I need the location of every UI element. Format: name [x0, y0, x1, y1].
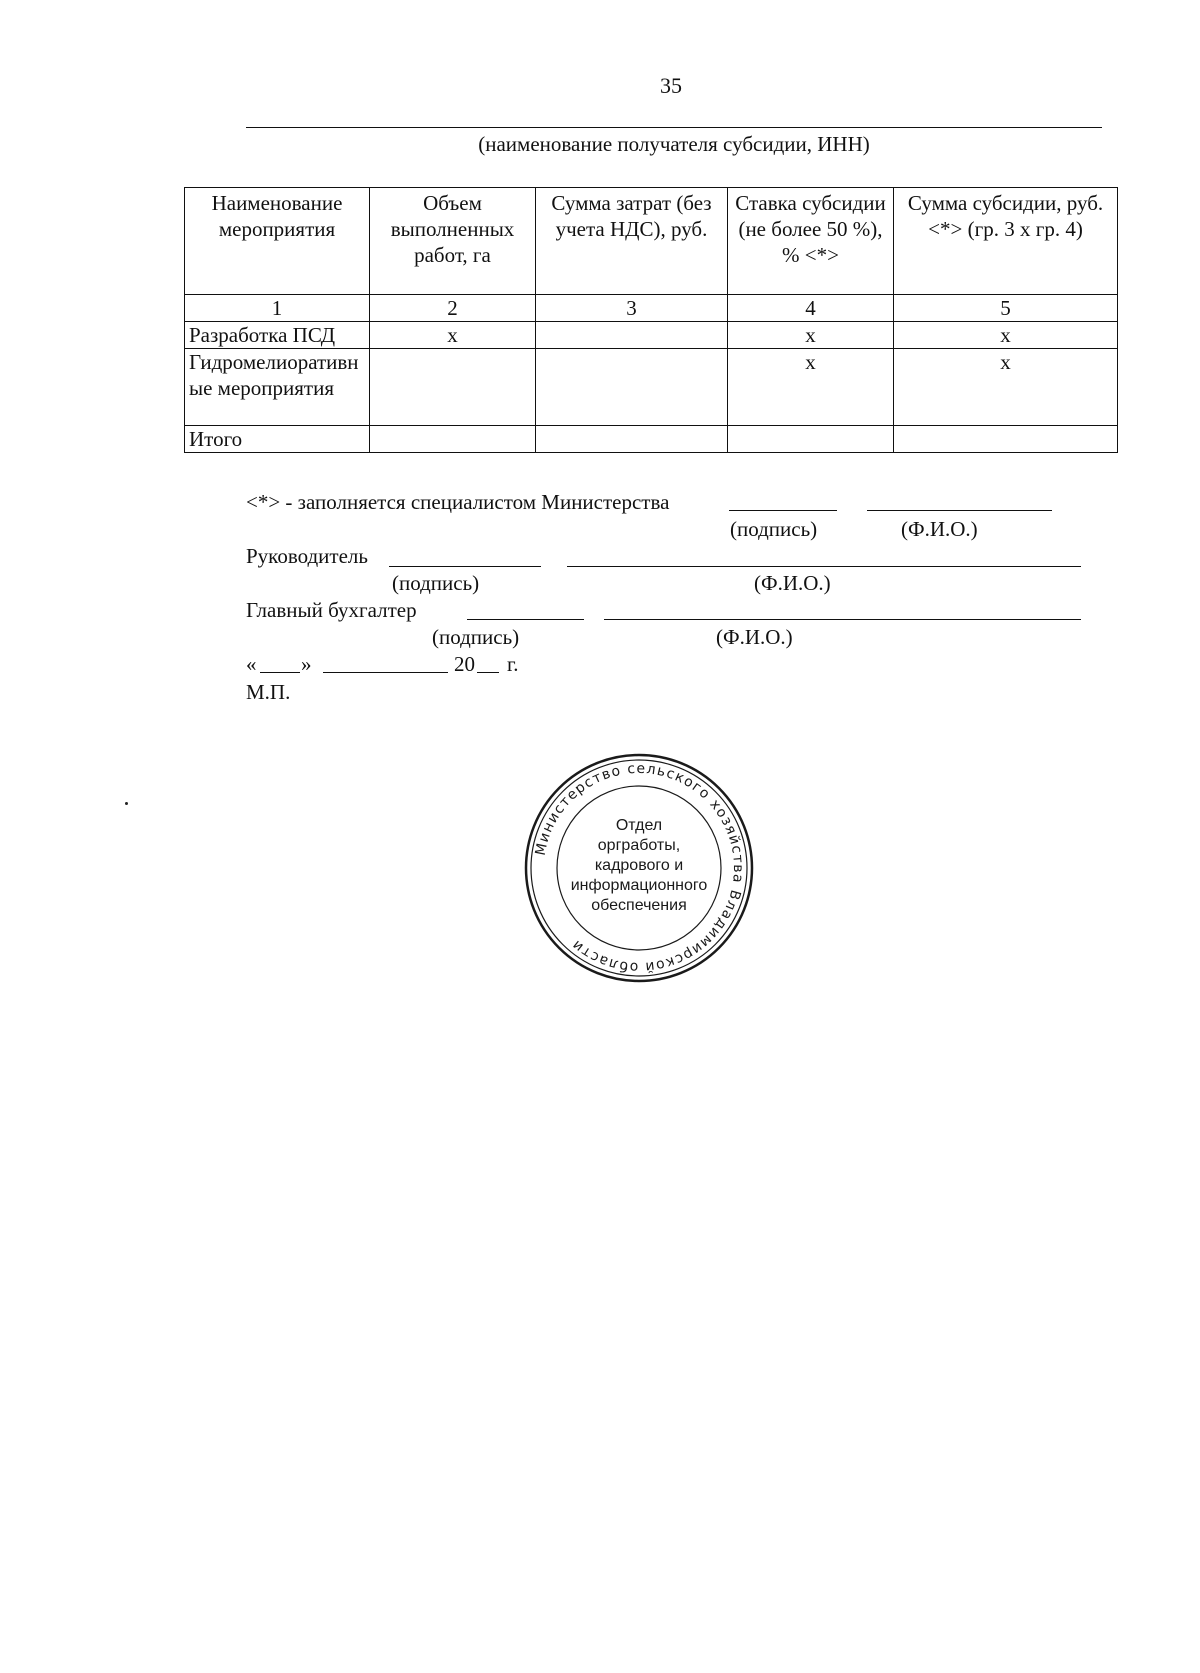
row-label-cell: Гидромелиоративные мероприятия — [185, 349, 370, 426]
header-cell: Объем выполненных работ, га — [370, 188, 536, 295]
stray-dot — [125, 802, 128, 805]
specialist-fio-line — [867, 510, 1052, 511]
stamp-outer-text: Министерство сельского хозяйства Владимирской области — [532, 760, 747, 976]
recipient-caption: (наименование получателя субсидии, ИНН) — [478, 132, 870, 156]
table-cell: x — [728, 349, 894, 426]
date-day-line — [260, 672, 300, 673]
recipient-name-line — [246, 127, 1102, 128]
date-year-line — [477, 672, 499, 673]
footnote-text: <*> - заполняется специалистом Министерства — [246, 490, 670, 514]
stamp-line: кадрового и — [594, 857, 684, 874]
stamp-line: оргработы, — [597, 837, 681, 854]
stamp-line: информационного — [570, 877, 708, 894]
table-cell — [728, 426, 894, 453]
table-row — [185, 322, 1118, 349]
row-label-cell: Разработка ПСД — [185, 322, 370, 349]
table-cell: x — [728, 322, 894, 349]
table-row-total — [185, 426, 1118, 453]
stamp-line: Отдел — [615, 817, 663, 834]
head-signature-line — [389, 566, 541, 567]
table-cell — [370, 349, 536, 426]
table-cell — [536, 426, 728, 453]
signature-caption: (подпись) — [730, 517, 818, 541]
column-number: 3 — [536, 295, 728, 322]
accountant-label: Главный бухгалтер — [246, 598, 417, 622]
header-cell: Сумма затрат (без учета НДС), руб. — [536, 188, 728, 295]
column-number: 1 — [185, 295, 370, 322]
signature-caption: (подпись) — [392, 571, 480, 595]
fio-caption: (Ф.И.О.) — [901, 517, 978, 541]
column-number: 2 — [370, 295, 536, 322]
column-number: 4 — [728, 295, 894, 322]
specialist-signature-line — [729, 510, 837, 511]
page-number: 35 — [660, 73, 682, 98]
table-cell — [894, 426, 1118, 453]
table-cell — [536, 322, 728, 349]
table-cell: x — [370, 322, 536, 349]
date-quote-close: » — [301, 652, 312, 676]
signature-caption: (подпись) — [432, 625, 520, 649]
header-cell: Ставка субсидии (не более 50 %), % <*> — [728, 188, 894, 295]
table-cell — [370, 426, 536, 453]
column-number: 5 — [894, 295, 1118, 322]
table-cell: x — [894, 322, 1118, 349]
header-cell: Сумма субсидии, руб. <*> (гр. 3 x гр. 4) — [894, 188, 1118, 295]
table-cell — [536, 349, 728, 426]
official-stamp — [519, 748, 759, 988]
accountant-fio-line — [604, 619, 1081, 620]
column-number-row — [185, 295, 1118, 322]
date-quote-open: « — [246, 652, 257, 676]
date-year: 20 — [454, 652, 475, 676]
head-fio-line — [567, 566, 1081, 567]
header-cell: Наименование мероприятия — [185, 188, 370, 295]
stamp-line: обеспечения — [591, 897, 687, 914]
fio-caption: (Ф.И.О.) — [754, 571, 831, 595]
date-year-suffix: г. — [507, 652, 519, 676]
date-month-line — [323, 672, 448, 673]
row-label-cell: Итого — [185, 426, 370, 453]
subsidy-table — [184, 187, 1118, 453]
table-cell: x — [894, 349, 1118, 426]
table-row — [185, 349, 1118, 426]
head-label: Руководитель — [246, 544, 368, 568]
seal-place-label: М.П. — [246, 680, 291, 704]
accountant-signature-line — [467, 619, 584, 620]
fio-caption: (Ф.И.О.) — [716, 625, 793, 649]
table-header-row — [185, 188, 1118, 295]
